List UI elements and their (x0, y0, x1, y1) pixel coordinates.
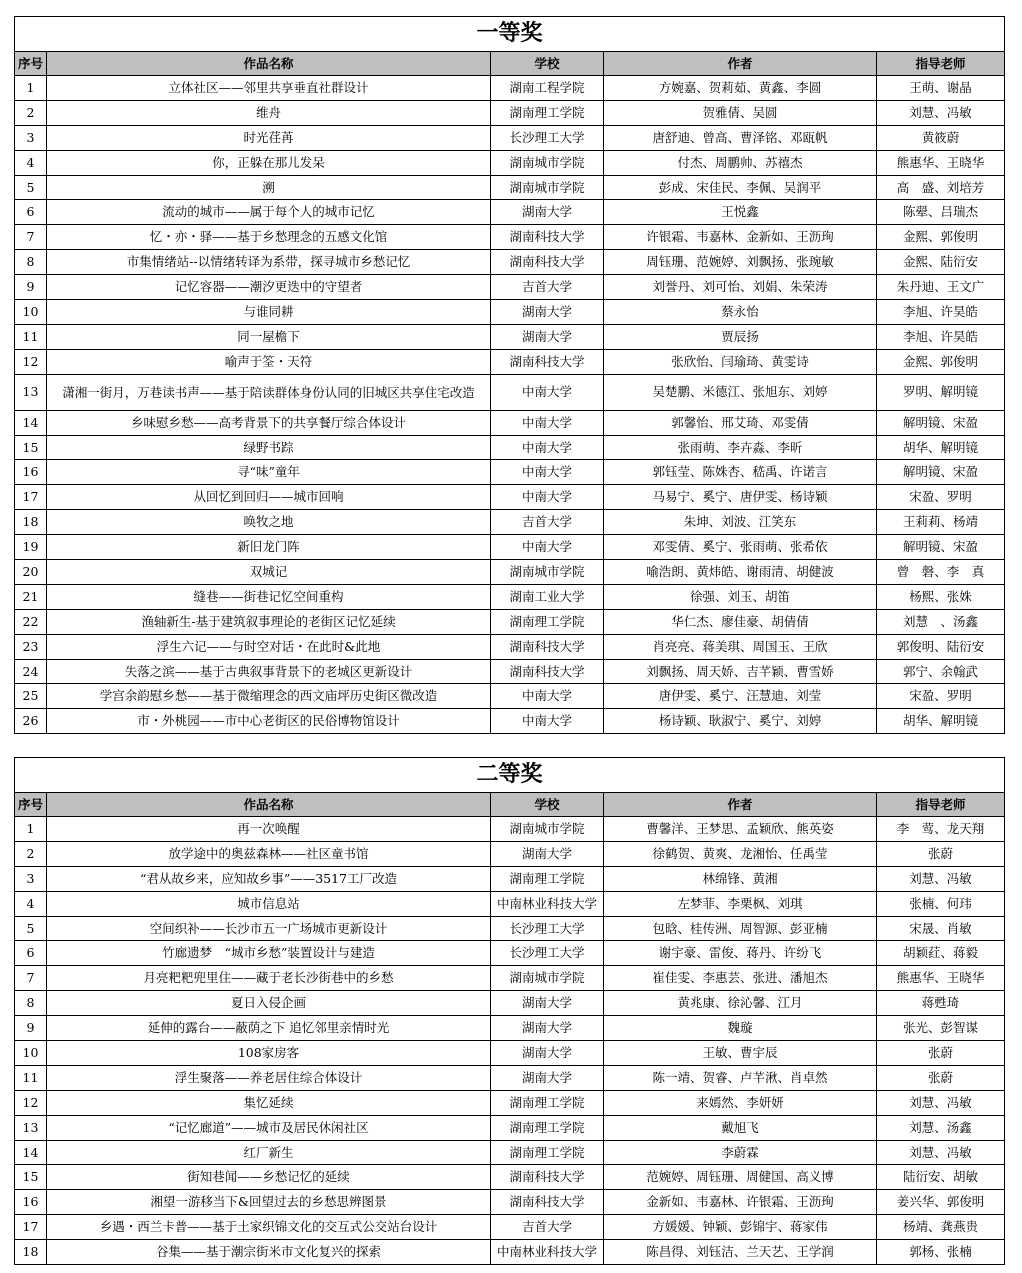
work-title: 失落之滨——基于古典叙事背景下的老城区更新设计 (47, 659, 491, 684)
header-school: 学校 (491, 793, 604, 817)
work-title: 忆・亦・驿——基于乡愁理念的五感文化馆 (47, 225, 491, 250)
work-title: 红厂新生 (47, 1140, 491, 1165)
author-names: 张雨萌、李卉淼、李昕 (604, 435, 877, 460)
row-number: 5 (15, 916, 47, 941)
school-name: 湖南大学 (491, 324, 604, 349)
work-title: 从回忆到回归——城市回响 (47, 485, 491, 510)
school-name: 吉首大学 (491, 275, 604, 300)
teacher-names: 李旭、许昊皓 (877, 300, 1005, 325)
row-number: 19 (15, 535, 47, 560)
work-title: 立体社区——邻里共享垂直社群设计 (47, 76, 491, 101)
row-number: 2 (15, 841, 47, 866)
work-title: 你，正躲在那儿发呆 (47, 150, 491, 175)
row-number: 2 (15, 100, 47, 125)
teacher-names: 金熙、郭俊明 (877, 225, 1005, 250)
work-title: 乡遇・西兰卡普——基于土家织锦文化的交互式公交站台设计 (47, 1215, 491, 1240)
row-number: 16 (15, 460, 47, 485)
teacher-names: 张蔚 (877, 1065, 1005, 1090)
row-number: 18 (15, 510, 47, 535)
school-name: 湖南工业大学 (491, 584, 604, 609)
school-name: 湖南科技大学 (491, 225, 604, 250)
row-number: 22 (15, 609, 47, 634)
header-teacher: 指导老师 (877, 52, 1005, 76)
table-row (15, 225, 1005, 250)
work-title: 时光荏苒 (47, 125, 491, 150)
table-row (15, 250, 1005, 275)
teacher-names: 杨靖、龚燕贵 (877, 1215, 1005, 1240)
teacher-names: 熊惠华、王晓华 (877, 150, 1005, 175)
second-prize-rows (15, 817, 1005, 1265)
table-row (15, 584, 1005, 609)
row-number: 4 (15, 891, 47, 916)
row-number: 20 (15, 560, 47, 585)
school-name: 湖南科技大学 (491, 349, 604, 374)
row-number: 13 (15, 1115, 47, 1140)
table-row (15, 1041, 1005, 1066)
section-title: 一等奖 (15, 17, 1005, 52)
teacher-names: 解明镜、宋盈 (877, 410, 1005, 435)
row-number: 6 (15, 941, 47, 966)
row-number: 1 (15, 76, 47, 101)
table-row (15, 941, 1005, 966)
author-names: 郭馨怡、邢艾琦、邓雯倩 (604, 410, 877, 435)
header-school: 学校 (491, 52, 604, 76)
header-author: 作者 (604, 52, 877, 76)
header-no: 序号 (15, 793, 47, 817)
school-name: 中南林业科技大学 (491, 1240, 604, 1265)
teacher-names: 陈翚、吕瑞杰 (877, 200, 1005, 225)
school-name: 湖南科技大学 (491, 250, 604, 275)
author-names: 左梦菲、李栗枫、刘琪 (604, 891, 877, 916)
school-name: 湖南大学 (491, 1016, 604, 1041)
author-names: 杨诗颖、耿淑宁、奚宁、刘婷 (604, 709, 877, 734)
table-row (15, 609, 1005, 634)
first-prize-rows (15, 76, 1005, 734)
author-names: 金新如、韦嘉林、许银霜、王沥珣 (604, 1190, 877, 1215)
author-names: 华仁杰、廖佳豪、胡倩倩 (604, 609, 877, 634)
author-names: 刘誉丹、刘可怡、刘娟、朱荣涛 (604, 275, 877, 300)
teacher-names: 解明镜、宋盈 (877, 535, 1005, 560)
author-names: 肖亮亮、蒋美琪、周国玉、王欣 (604, 634, 877, 659)
table-row (15, 891, 1005, 916)
table-row (15, 817, 1005, 842)
school-name: 中南大学 (491, 485, 604, 510)
work-title: 流动的城市——属于每个人的城市记忆 (47, 200, 491, 225)
school-name: 长沙理工大学 (491, 941, 604, 966)
school-name: 湖南科技大学 (491, 1165, 604, 1190)
work-title: “记忆廊道”——城市及居民休闲社区 (47, 1115, 491, 1140)
school-name: 湖南理工学院 (491, 1090, 604, 1115)
table-row (15, 76, 1005, 101)
author-names: 张欣怡、闫瑜琦、黄雯诗 (604, 349, 877, 374)
author-names: 蔡永怡 (604, 300, 877, 325)
school-name: 湖南城市学院 (491, 560, 604, 585)
school-name: 湖南理工学院 (491, 100, 604, 125)
teacher-names: 宋晟、肖敏 (877, 916, 1005, 941)
school-name: 湖南工程学院 (491, 76, 604, 101)
author-names: 唐伊雯、奚宁、汪慧迪、刘莹 (604, 684, 877, 709)
school-name: 湖南城市学院 (491, 150, 604, 175)
table-row (15, 1090, 1005, 1115)
second-prize-table (14, 757, 1005, 1265)
work-title: 城市信息站 (47, 891, 491, 916)
teacher-names: 罗明、解明镜 (877, 374, 1005, 410)
header-author: 作者 (604, 793, 877, 817)
teacher-names: 蒋甦琦 (877, 991, 1005, 1016)
teacher-names: 宋盈、罗明 (877, 485, 1005, 510)
row-number: 11 (15, 1065, 47, 1090)
school-name: 中南大学 (491, 684, 604, 709)
author-names: 崔佳雯、李惠芸、张进、潘旭杰 (604, 966, 877, 991)
author-names: 魏璇 (604, 1016, 877, 1041)
table-row (15, 1190, 1005, 1215)
table-row (15, 866, 1005, 891)
work-title: 延伸的露台——蔽荫之下 追忆邻里亲情时光 (47, 1016, 491, 1041)
teacher-names: 张楠、何玮 (877, 891, 1005, 916)
teacher-names: 胡颖荭、蒋毅 (877, 941, 1005, 966)
table-row (15, 100, 1005, 125)
teacher-names: 李旭、许昊皓 (877, 324, 1005, 349)
school-name: 湖南大学 (491, 1041, 604, 1066)
table-row (15, 374, 1005, 410)
teacher-names: 解明镜、宋盈 (877, 460, 1005, 485)
table-row (15, 175, 1005, 200)
teacher-names: 熊惠华、王晓华 (877, 966, 1005, 991)
table-row (15, 1065, 1005, 1090)
work-title: 谷集——基于潮宗街米市文化复兴的探索 (47, 1240, 491, 1265)
row-number: 26 (15, 709, 47, 734)
school-name: 中南大学 (491, 435, 604, 460)
work-title: 渔轴新生-基于建筑叙事理论的老街区记忆延续 (47, 609, 491, 634)
header-work: 作品名称 (47, 793, 491, 817)
teacher-names: 刘慧、汤鑫 (877, 1115, 1005, 1140)
school-name: 长沙理工大学 (491, 916, 604, 941)
table-row (15, 1240, 1005, 1265)
work-title: 双城记 (47, 560, 491, 585)
work-title: 夏日入侵企画 (47, 991, 491, 1016)
table-row (15, 841, 1005, 866)
school-name: 湖南理工学院 (491, 609, 604, 634)
school-name: 湖南大学 (491, 300, 604, 325)
teacher-names: 刘慧、冯敏 (877, 1140, 1005, 1165)
author-names: 陈一靖、贺睿、卢芊湫、肖卓然 (604, 1065, 877, 1090)
author-names: 贺雅倩、吴圆 (604, 100, 877, 125)
school-name: 长沙理工大学 (491, 125, 604, 150)
teacher-names: 朱丹迪、王文广 (877, 275, 1005, 300)
row-number: 16 (15, 1190, 47, 1215)
section-title: 二等奖 (15, 758, 1005, 793)
teacher-names: 郭杨、张楠 (877, 1240, 1005, 1265)
row-number: 25 (15, 684, 47, 709)
row-number: 23 (15, 634, 47, 659)
author-names: 包晗、桂传洲、周智源、彭亚楠 (604, 916, 877, 941)
author-names: 马易宁、奚宁、唐伊雯、杨诗颖 (604, 485, 877, 510)
work-title: 溯 (47, 175, 491, 200)
school-name: 湖南理工学院 (491, 1115, 604, 1140)
author-names: 方婉嘉、贺莉茹、黄鑫、李圆 (604, 76, 877, 101)
school-name: 湖南大学 (491, 1065, 604, 1090)
teacher-names: 郭宁、余翰武 (877, 659, 1005, 684)
author-names: 徐鹤贺、黄爽、龙湘怡、任禹莹 (604, 841, 877, 866)
work-title: 与谁同耕 (47, 300, 491, 325)
row-number: 6 (15, 200, 47, 225)
work-title: 缝巷——街巷记忆空间重构 (47, 584, 491, 609)
table-row (15, 659, 1005, 684)
teacher-names: 金熙、郭俊明 (877, 349, 1005, 374)
author-names: 戴旭飞 (604, 1115, 877, 1140)
row-number: 21 (15, 584, 47, 609)
teacher-names: 刘慧、冯敏 (877, 100, 1005, 125)
table-row (15, 634, 1005, 659)
row-number: 1 (15, 817, 47, 842)
author-names: 周钰珊、范婉婷、刘飘扬、张琬敏 (604, 250, 877, 275)
table-row (15, 535, 1005, 560)
row-number: 5 (15, 175, 47, 200)
work-title: 108家房客 (47, 1041, 491, 1066)
work-title: 湘望一游移当下&回望过去的乡愁思辨图景 (47, 1190, 491, 1215)
row-number: 9 (15, 275, 47, 300)
header-work: 作品名称 (47, 52, 491, 76)
table-row (15, 1140, 1005, 1165)
author-names: 来嫣然、李妍妍 (604, 1090, 877, 1115)
teacher-names: 李 莺、龙天翔 (877, 817, 1005, 842)
row-number: 18 (15, 1240, 47, 1265)
author-names: 林绵锋、黄湘 (604, 866, 877, 891)
author-names: 郭钰莹、陈姝杏、嵇禹、许诺言 (604, 460, 877, 485)
teacher-names: 刘慧、冯敏 (877, 1090, 1005, 1115)
author-names: 王悦鑫 (604, 200, 877, 225)
author-names: 刘飘扬、周天娇、吉芊颖、曹雪娇 (604, 659, 877, 684)
row-number: 12 (15, 349, 47, 374)
author-names: 李蔚霖 (604, 1140, 877, 1165)
school-name: 吉首大学 (491, 510, 604, 535)
work-title: 集忆延续 (47, 1090, 491, 1115)
row-number: 3 (15, 866, 47, 891)
table-row (15, 324, 1005, 349)
school-name: 中南大学 (491, 535, 604, 560)
work-title: 维舟 (47, 100, 491, 125)
header-no: 序号 (15, 52, 47, 76)
work-title: 学宫余韵慰乡愁——基于微缩理念的西文庙坪历史街区微改造 (47, 684, 491, 709)
teacher-names: 曾 磐、李 真 (877, 560, 1005, 585)
row-number: 8 (15, 991, 47, 1016)
row-number: 17 (15, 485, 47, 510)
work-title: 街知巷闻——乡愁记忆的延续 (47, 1165, 491, 1190)
teacher-names: 姜兴华、郭俊明 (877, 1190, 1005, 1215)
first-prize-section (14, 16, 1004, 734)
author-names: 彭成、宋佳民、李佩、吴润平 (604, 175, 877, 200)
teacher-names: 陆衍安、胡敏 (877, 1165, 1005, 1190)
teacher-names: 王莉莉、杨靖 (877, 510, 1005, 535)
row-number: 10 (15, 300, 47, 325)
teacher-names: 胡华、解明镜 (877, 709, 1005, 734)
table-row (15, 684, 1005, 709)
work-title: 再一次唤醒 (47, 817, 491, 842)
school-name: 湖南城市学院 (491, 817, 604, 842)
work-title: 同一屋檐下 (47, 324, 491, 349)
teacher-names: 张蔚 (877, 1041, 1005, 1066)
school-name: 中南林业科技大学 (491, 891, 604, 916)
author-names: 许银霜、韦嘉林、金新如、王沥珣 (604, 225, 877, 250)
teacher-names: 黄筱蔚 (877, 125, 1005, 150)
school-name: 中南大学 (491, 374, 604, 410)
table-row (15, 275, 1005, 300)
row-number: 24 (15, 659, 47, 684)
row-number: 3 (15, 125, 47, 150)
author-names: 陈昌得、刘钰洁、兰天艺、王学润 (604, 1240, 877, 1265)
table-row (15, 991, 1005, 1016)
work-title: 空间织补——长沙市五一广场城市更新设计 (47, 916, 491, 941)
table-row (15, 560, 1005, 585)
school-name: 湖南理工学院 (491, 1140, 604, 1165)
author-names: 贾辰扬 (604, 324, 877, 349)
work-title: 寻“味”童年 (47, 460, 491, 485)
work-title: 记忆容器——潮汐更迭中的守望者 (47, 275, 491, 300)
table-row (15, 435, 1005, 460)
work-title: 月亮粑粑兜里住——藏于老长沙街巷中的乡愁 (47, 966, 491, 991)
author-names: 方媛媛、钟颖、彭锦宇、蒋家伟 (604, 1215, 877, 1240)
row-number: 15 (15, 1165, 47, 1190)
school-name: 湖南科技大学 (491, 659, 604, 684)
school-name: 湖南大学 (491, 200, 604, 225)
table-row (15, 916, 1005, 941)
work-title: 市・外桃园——市中心老街区的民俗博物馆设计 (47, 709, 491, 734)
row-number: 7 (15, 966, 47, 991)
author-names: 付杰、周鹏帅、苏禧杰 (604, 150, 877, 175)
school-name: 吉首大学 (491, 1215, 604, 1240)
table-row (15, 1215, 1005, 1240)
row-number: 11 (15, 324, 47, 349)
row-number: 13 (15, 374, 47, 410)
work-title: 新旧龙门阵 (47, 535, 491, 560)
school-name: 湖南科技大学 (491, 634, 604, 659)
teacher-names: 王萌、谢晶 (877, 76, 1005, 101)
table-row (15, 709, 1005, 734)
author-names: 唐舒迪、曾高、曹泽铭、邓瓯帆 (604, 125, 877, 150)
work-title: 绿野书踪 (47, 435, 491, 460)
author-names: 谢宇豪、雷俊、蒋丹、许纷飞 (604, 941, 877, 966)
teacher-names: 张光、彭智谋 (877, 1016, 1005, 1041)
work-title: 市集情绪站--以情绪转译为系带，探寻城市乡愁记忆 (47, 250, 491, 275)
second-prize-section (14, 757, 1004, 1265)
work-title: 放学途中的奥兹森林——社区童书馆 (47, 841, 491, 866)
teacher-names: 郭俊明、陆衍安 (877, 634, 1005, 659)
first-prize-table (14, 16, 1005, 734)
work-title: 喻声于筌・天符 (47, 349, 491, 374)
author-names: 曹馨洋、王梦思、孟颖欣、熊英姿 (604, 817, 877, 842)
table-row (15, 410, 1005, 435)
header-teacher: 指导老师 (877, 793, 1005, 817)
row-number: 14 (15, 1140, 47, 1165)
table-row (15, 200, 1005, 225)
school-name: 湖南大学 (491, 991, 604, 1016)
teacher-names: 张蔚 (877, 841, 1005, 866)
row-number: 15 (15, 435, 47, 460)
table-row (15, 1016, 1005, 1041)
row-number: 8 (15, 250, 47, 275)
table-row (15, 966, 1005, 991)
teacher-names: 高 盛、刘培芳 (877, 175, 1005, 200)
school-name: 湖南大学 (491, 841, 604, 866)
author-names: 朱坤、刘波、江笑东 (604, 510, 877, 535)
table-row (15, 300, 1005, 325)
school-name: 中南大学 (491, 460, 604, 485)
row-number: 12 (15, 1090, 47, 1115)
table-row (15, 150, 1005, 175)
row-number: 10 (15, 1041, 47, 1066)
school-name: 湖南城市学院 (491, 966, 604, 991)
work-title: 乡味慰乡愁——高考背景下的共享餐厅综合体设计 (47, 410, 491, 435)
author-names: 喻浩朗、黄炜皓、谢雨清、胡健波 (604, 560, 877, 585)
work-title: 竹廊遗梦 “城市乡愁”装置设计与建造 (47, 941, 491, 966)
table-row (15, 485, 1005, 510)
row-number: 9 (15, 1016, 47, 1041)
teacher-names: 宋盈、罗明 (877, 684, 1005, 709)
row-number: 14 (15, 410, 47, 435)
work-title: 潇湘一街月，万巷读书声——基于陪读群体身份认同的旧城区共享住宅改造 (47, 374, 491, 410)
teacher-names: 杨熙、张姝 (877, 584, 1005, 609)
table-row (15, 460, 1005, 485)
school-name: 湖南理工学院 (491, 866, 604, 891)
row-number: 17 (15, 1215, 47, 1240)
author-names: 黄兆康、徐沁馨、江月 (604, 991, 877, 1016)
school-name: 中南大学 (491, 709, 604, 734)
author-names: 徐强、刘玉、胡笛 (604, 584, 877, 609)
teacher-names: 刘慧、冯敏 (877, 866, 1005, 891)
school-name: 中南大学 (491, 410, 604, 435)
work-title: 浮生六记——与时空对话・在此时&此地 (47, 634, 491, 659)
author-names: 王敏、曹宇辰 (604, 1041, 877, 1066)
teacher-names: 金熙、陆衍安 (877, 250, 1005, 275)
work-title: 唤牧之地 (47, 510, 491, 535)
author-names: 吴楚鹏、米德江、张旭东、刘婷 (604, 374, 877, 410)
table-row (15, 510, 1005, 535)
table-row (15, 1115, 1005, 1140)
row-number: 7 (15, 225, 47, 250)
school-name: 湖南城市学院 (491, 175, 604, 200)
row-number: 4 (15, 150, 47, 175)
author-names: 邓雯倩、奚宁、张雨萌、张希依 (604, 535, 877, 560)
school-name: 湖南科技大学 (491, 1190, 604, 1215)
table-row (15, 349, 1005, 374)
teacher-names: 刘慧 、汤鑫 (877, 609, 1005, 634)
table-row (15, 125, 1005, 150)
work-title: 浮生聚落——养老居住综合体设计 (47, 1065, 491, 1090)
author-names: 范婉婷、周钰珊、周健国、高义博 (604, 1165, 877, 1190)
table-row (15, 1165, 1005, 1190)
teacher-names: 胡华、解明镜 (877, 435, 1005, 460)
work-title: “君从故乡来，应知故乡事”——3517工厂改造 (47, 866, 491, 891)
